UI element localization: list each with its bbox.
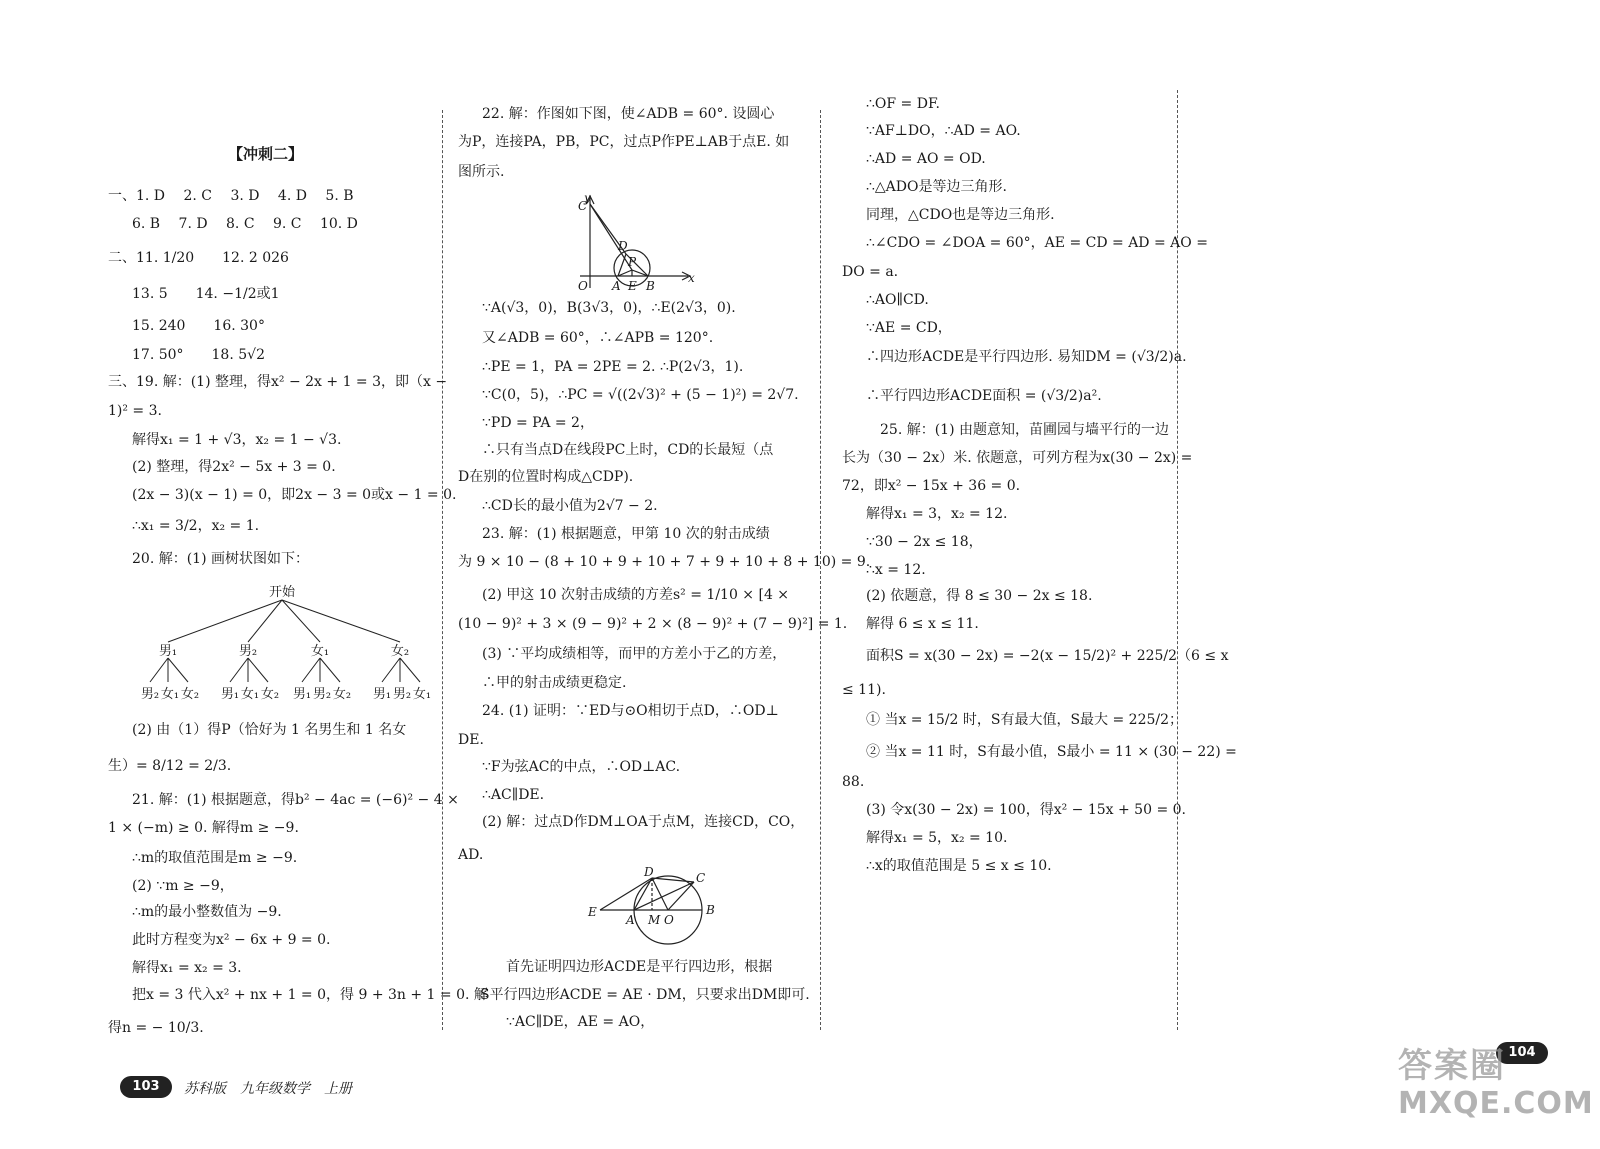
answer-line: (2x − 3)(x − 1) = 0，即2x − 3 = 0或x − 1 = 0. — [132, 487, 457, 503]
answer-line: 长为（30 − 2x）米. 依题意，可列方程为x(30 − 2x) = — [842, 450, 1193, 466]
answer-line: ∵AC∥DE，AE = AO， — [506, 1014, 655, 1030]
answer-line: S平行四边形ACDE = AE · DM，只要求出DM即可. — [480, 987, 810, 1003]
answer-line: 20. 解：(1) 画树状图如下： — [132, 551, 309, 567]
answer-line: 13. 5 14. −1/2或1 — [132, 286, 280, 302]
answer-line: D在别的位置时构成△CDP). — [458, 469, 634, 485]
point-label-o: O — [664, 913, 674, 927]
watermark-url: MXQE.COM — [1398, 1086, 1594, 1121]
answer-line: 一、1. D 2. C 3. D 4. D 5. B — [108, 188, 354, 204]
point-label-m: M — [648, 913, 661, 927]
book-title: 苏科版 九年级数学 上册 — [184, 1081, 352, 1097]
answer-line: (2) 依题意，得 8 ≤ 30 − 2x ≤ 18. — [866, 588, 1093, 604]
column-divider-right — [1177, 90, 1178, 1030]
tree-leaf: 女₁ — [412, 687, 432, 702]
answer-line: ∴甲的射击成绩更稳定. — [482, 675, 627, 691]
tree-leaf: 女₂ — [260, 687, 280, 702]
answer-line: ∴四边形ACDE是平行四边形. 易知DM = (√3/2)a. — [866, 349, 1187, 365]
answer-line: ∴AC∥DE. — [482, 787, 545, 803]
answer-line: ∵30 − 2x ≤ 18， — [866, 534, 983, 550]
answer-line: 88. — [842, 774, 865, 790]
point-label-b: B — [706, 903, 715, 917]
answer-line: 1 × (−m) ≥ 0. 解得m ≥ −9. — [108, 820, 299, 836]
answer-line: 又∠ADB = 60°，∴∠APB = 120°. — [482, 330, 714, 346]
answer-line: (2) 由（1）得P（恰好为 1 名男生和 1 名女 — [132, 722, 407, 738]
answer-line: ∵F为弦AC的中点，∴OD⊥AC. — [482, 759, 681, 775]
tree-leaf: 男₂ — [392, 687, 412, 702]
point-label-e: E — [628, 279, 637, 293]
answer-line: 72，即x² − 15x + 36 = 0. — [842, 478, 1021, 494]
tree-leaf: 男₂ — [312, 687, 332, 702]
answer-line: ∴AD = AO = OD. — [866, 151, 986, 167]
figure-circle-coordinate — [570, 192, 700, 296]
tree-leaf: 女₁ — [160, 687, 180, 702]
page-number-right: 104 — [1496, 1042, 1548, 1064]
answer-line: ∴m的最小整数值为 −9. — [132, 904, 282, 920]
answer-line: 17. 50° 18. 5√2 — [132, 347, 265, 363]
answer-line: ≤ 11). — [842, 682, 886, 698]
answer-line: ① 当x = 15/2 时，S有最大值，S最大 = 225/2； — [866, 712, 1184, 728]
tree-root: 开始 — [268, 585, 296, 600]
answer-line: 15. 240 16. 30° — [132, 318, 265, 334]
answer-line: 图所示. — [458, 164, 505, 180]
answer-line: 三、19. 解：(1) 整理，得x² − 2x + 1 = 3，即（x − — [108, 374, 448, 390]
answer-line: ∴m的取值范围是m ≥ −9. — [132, 850, 298, 866]
answer-line: ∴x的取值范围是 5 ≤ x ≤ 10. — [866, 858, 1052, 874]
point-label-d: D — [618, 239, 628, 253]
answer-line: 23. 解：(1) 根据题意，甲第 10 次的射击成绩 — [482, 526, 770, 542]
answer-line: ∵AE = CD， — [866, 320, 952, 336]
answer-line: (10 − 9)² + 3 × (9 − 9)² + 2 × (8 − 9)² + (7 − 9)²] = 1. — [458, 616, 848, 632]
axis-label-y: y — [584, 192, 591, 205]
tree-node: 男₂ — [238, 644, 258, 659]
point-label-c: C — [578, 199, 588, 213]
tree-node: 女₂ — [390, 644, 410, 659]
tree-leaf: 男₁ — [292, 687, 312, 702]
answer-line: 1)² = 3. — [108, 403, 162, 419]
point-label-e: E — [588, 905, 597, 919]
tree-leaf: 女₂ — [180, 687, 200, 702]
answer-line: DE. — [458, 732, 484, 748]
point-label-d: D — [644, 866, 654, 879]
figure-parallelogram-circle — [582, 866, 732, 948]
watermark-brand: 答案圈 — [1398, 1046, 1506, 1086]
answer-line: ∴x₁ = 3/2，x₂ = 1. — [132, 518, 260, 534]
tree-leaf: 男₂ — [140, 687, 160, 702]
answer-line: (2) 解：过点D作DM⊥OA于点M，连接CD，CO， — [482, 814, 805, 830]
answer-line: ∴AO∥CD. — [866, 292, 929, 308]
answer-line: ∴CD长的最小值为2√7 − 2. — [482, 498, 658, 514]
answer-line: 首先证明四边形ACDE是平行四边形，根据 — [506, 959, 773, 975]
answer-line: 解得x₁ = 5，x₂ = 10. — [866, 830, 1008, 846]
point-label-b: B — [646, 279, 655, 293]
answer-line: (2) 整理，得2x² − 5x + 3 = 0. — [132, 459, 336, 475]
answer-line: 解得x₁ = x₂ = 3. — [132, 960, 242, 976]
answer-line: ∵A(√3，0)，B(3√3，0)，∴E(2√3，0). — [482, 300, 736, 316]
point-label-o: O — [578, 279, 588, 293]
answer-line: 22. 解：作图如下图，使∠ADB = 60°. 设圆心 — [482, 106, 775, 122]
answer-line: DO = a. — [842, 264, 899, 280]
column-divider-left — [442, 110, 443, 1030]
answer-line: ∴只有当点D在线段PC上时，CD的长最短（点 — [482, 442, 774, 458]
answer-line: ∵PD = PA = 2， — [482, 415, 594, 431]
answer-line: 解得 6 ≤ x ≤ 11. — [866, 616, 979, 632]
answer-line: ∵C(0，5)，∴PC = √((2√3)² + (5 − 1)²) = 2√7. — [482, 387, 799, 403]
tree-node: 男₁ — [158, 644, 178, 659]
answer-line: 解得x₁ = 3，x₂ = 12. — [866, 506, 1008, 522]
answer-line: (2) ∵m ≥ −9， — [132, 878, 234, 894]
answer-line: ∴OF = DF. — [866, 96, 940, 112]
answer-line: 二、11. 1/20 12. 2 026 — [108, 250, 289, 266]
answer-line: 此时方程变为x² − 6x + 9 = 0. — [132, 932, 331, 948]
answer-line: ② 当x = 11 时，S有最小值，S最小 = 11 × (30 − 22) = — [866, 744, 1237, 760]
tree-node: 女₁ — [310, 644, 330, 659]
answer-line: ∴△ADO是等边三角形. — [866, 179, 1007, 195]
axis-label-x: x — [688, 271, 695, 285]
point-label-a: A — [626, 913, 635, 927]
answer-line: 25. 解：(1) 由题意知，苗圃园与墙平行的一边 — [880, 422, 1169, 438]
answer-line: 把x = 3 代入x² + nx + 1 = 0，得 9 + 3n + 1 = 0. 解 — [132, 987, 488, 1003]
answer-line: 6. B 7. D 8. C 9. C 10. D — [132, 216, 358, 232]
answer-line: ∴x = 12. — [866, 562, 926, 578]
section-title: 【冲刺二】 — [228, 145, 304, 163]
tree-diagram — [110, 580, 440, 710]
point-label-c: C — [696, 871, 706, 885]
answer-line: 为 9 × 10 − (8 + 10 + 9 + 10 + 7 + 9 + 10 + 8 + 10) = 9. — [458, 554, 871, 570]
answer-line: (3) ∵平均成绩相等，而甲的方差小于乙的方差， — [482, 646, 787, 662]
answer-line: AD. — [458, 847, 484, 863]
answer-line: 21. 解：(1) 根据题意，得b² − 4ac = (−6)² − 4 × — [132, 792, 459, 808]
answer-line: ∴∠CDO = ∠DOA = 60°，AE = CD = AD = AO = — [866, 235, 1208, 251]
answer-line: 解得x₁ = 1 + √3，x₂ = 1 − √3. — [132, 432, 342, 448]
answer-line: 同理，△CDO也是等边三角形. — [866, 207, 1055, 223]
tree-leaf: 男₁ — [220, 687, 240, 702]
answer-line: (3) 令x(30 − 2x) = 100，得x² − 15x + 50 = 0. — [866, 802, 1186, 818]
answer-line: ∴PE = 1，PA = 2PE = 2. ∴P(2√3，1). — [482, 359, 744, 375]
tree-leaf: 女₁ — [240, 687, 260, 702]
answer-line: (2) 甲这 10 次射击成绩的方差s² = 1/10 × [4 × — [482, 587, 790, 603]
tree-leaf: 女₂ — [332, 687, 352, 702]
answer-line: 为P，连接PA，PB，PC，过点P作PE⊥AB于点E. 如 — [458, 134, 790, 150]
answer-line: ∴平行四边形ACDE面积 = (√3/2)a². — [866, 388, 1102, 404]
point-label-a: A — [612, 279, 621, 293]
answer-line: 得n = − 10/3. — [108, 1020, 204, 1036]
point-label-p: P — [628, 255, 637, 269]
answer-line: 面积S = x(30 − 2x) = −2(x − 15/2)² + 225/2（6 ≤ x — [866, 648, 1229, 664]
answer-line: 24. (1) 证明：∵ED与⊙O相切于点D，∴OD⊥ — [482, 703, 779, 719]
answer-line: ∵AF⊥DO，∴AD = AO. — [866, 123, 1021, 139]
tree-leaf: 男₁ — [372, 687, 392, 702]
page-number-left: 103 — [120, 1076, 172, 1098]
answer-line: 生）= 8/12 = 2/3. — [108, 758, 232, 774]
